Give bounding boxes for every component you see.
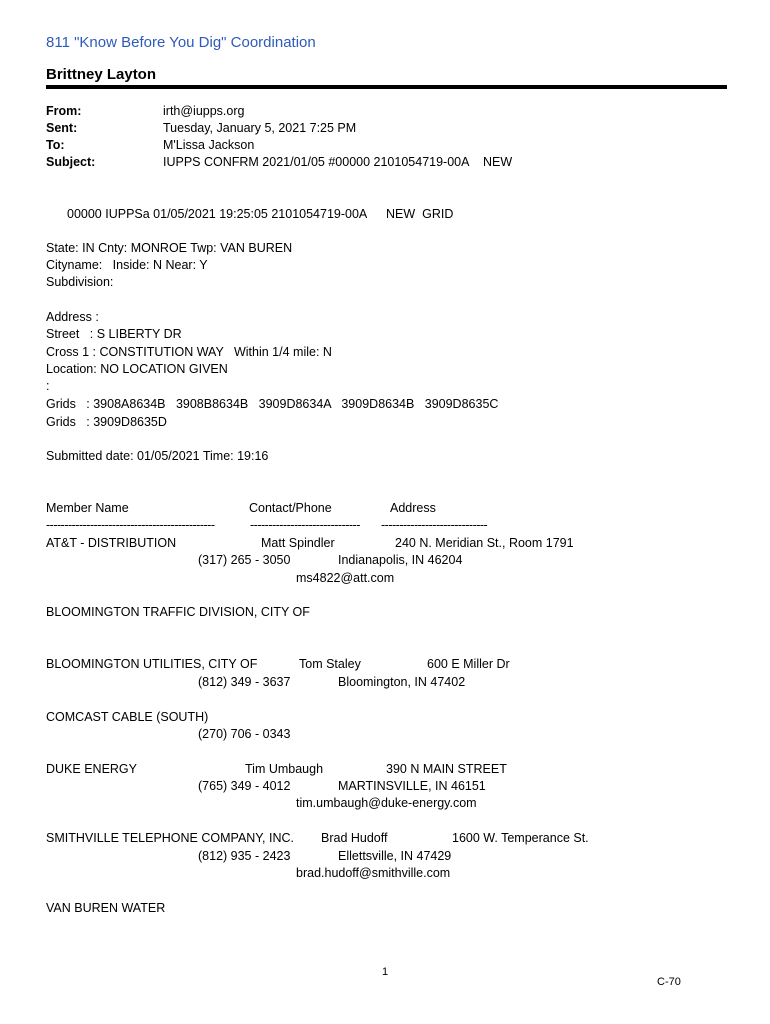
subject-label: Subject: <box>46 155 96 169</box>
member-contact: Tom Staley <box>299 657 361 671</box>
street-line: Street : S LIBERTY DR <box>46 327 182 341</box>
ticket-header-line: 00000 IUPPSa 01/05/2021 19:25:05 2101054719-00A <box>67 207 368 221</box>
member-city: MARTINSVILLE, IN 46151 <box>338 779 486 793</box>
member-email: brad.hudoff@smithville.com <box>296 866 451 880</box>
column-header-contact-phone: Contact/Phone <box>249 501 332 515</box>
to-label: To: <box>46 138 65 152</box>
sender-name: Brittney Layton <box>46 66 157 83</box>
submitted-line: Submitted date: 01/05/2021 Time: 19:16 <box>46 449 269 463</box>
member-address: 390 N MAIN STREET <box>386 762 507 776</box>
member-phone: (317) 265 - 3050 <box>198 553 291 567</box>
member-phone: (765) 349 - 4012 <box>198 779 291 793</box>
member-address: 1600 W. Temperance St. <box>452 831 589 845</box>
state-line: State: IN Cnty: MONROE Twp: VAN BUREN <box>46 241 293 255</box>
document-title: 811 "Know Before You Dig" Coordination <box>46 34 316 51</box>
column-separator-3: ----------------------------- <box>381 518 488 532</box>
subject-status: NEW <box>483 155 513 169</box>
member-email: ms4822@att.com <box>296 571 395 585</box>
column-separator-1: ---------------------------------------------- <box>46 518 215 532</box>
member-name: VAN BUREN WATER <box>46 901 166 915</box>
member-name: COMCAST CABLE (SOUTH) <box>46 710 209 724</box>
from-label: From: <box>46 104 82 118</box>
member-name: BLOOMINGTON UTILITIES, CITY OF <box>46 657 258 671</box>
member-phone: (812) 349 - 3637 <box>198 675 291 689</box>
colon-line: : <box>46 379 50 393</box>
member-contact: Tim Umbaugh <box>245 762 324 776</box>
column-header-address: Address <box>390 501 436 515</box>
member-email: tim.umbaugh@duke-energy.com <box>296 796 477 810</box>
member-name: BLOOMINGTON TRAFFIC DIVISION, CITY OF <box>46 605 310 619</box>
member-name: DUKE ENERGY <box>46 762 137 776</box>
member-phone: (812) 935 - 2423 <box>198 849 291 863</box>
grids-line-2: Grids : 3909D8635D <box>46 415 167 429</box>
ticket-header-type: NEW GRID <box>386 207 454 221</box>
address-label: Address : <box>46 310 99 324</box>
cross-street-line: Cross 1 : CONSTITUTION WAY Within 1/4 mile: N <box>46 345 332 359</box>
exhibit-code: C-70 <box>657 976 681 988</box>
page-number: 1 <box>382 966 389 978</box>
member-contact: Brad Hudoff <box>321 831 388 845</box>
to-value: M'Lissa Jackson <box>163 138 255 152</box>
location-line: Location: NO LOCATION GIVEN <box>46 362 228 376</box>
header-divider <box>46 85 727 89</box>
member-city: Indianapolis, IN 46204 <box>338 553 463 567</box>
member-address: 600 E Miller Dr <box>427 657 510 671</box>
member-name: AT&T - DISTRIBUTION <box>46 536 177 550</box>
subdivision-line: Subdivision: <box>46 275 114 289</box>
from-value: irth@iupps.org <box>163 104 245 118</box>
member-city: Bloomington, IN 47402 <box>338 675 466 689</box>
cityname-line: Cityname: Inside: N Near: Y <box>46 258 208 272</box>
sent-label: Sent: <box>46 121 78 135</box>
subject-value: IUPPS CONFRM 2021/01/05 #00000 2101054719-00A <box>163 155 470 169</box>
column-header-member-name: Member Name <box>46 501 129 515</box>
member-city: Ellettsville, IN 47429 <box>338 849 452 863</box>
sent-value: Tuesday, January 5, 2021 7:25 PM <box>163 121 357 135</box>
column-separator-2: ------------------------------ <box>250 518 360 532</box>
member-contact: Matt Spindler <box>261 536 335 550</box>
member-address: 240 N. Meridian St., Room 1791 <box>395 536 574 550</box>
grids-line-1: Grids : 3908A8634B 3908B8634B 3909D8634A 3909D8634B 3909D8635C <box>46 397 499 411</box>
member-name: SMITHVILLE TELEPHONE COMPANY, INC. <box>46 831 294 845</box>
member-phone: (270) 706 - 0343 <box>198 727 291 741</box>
